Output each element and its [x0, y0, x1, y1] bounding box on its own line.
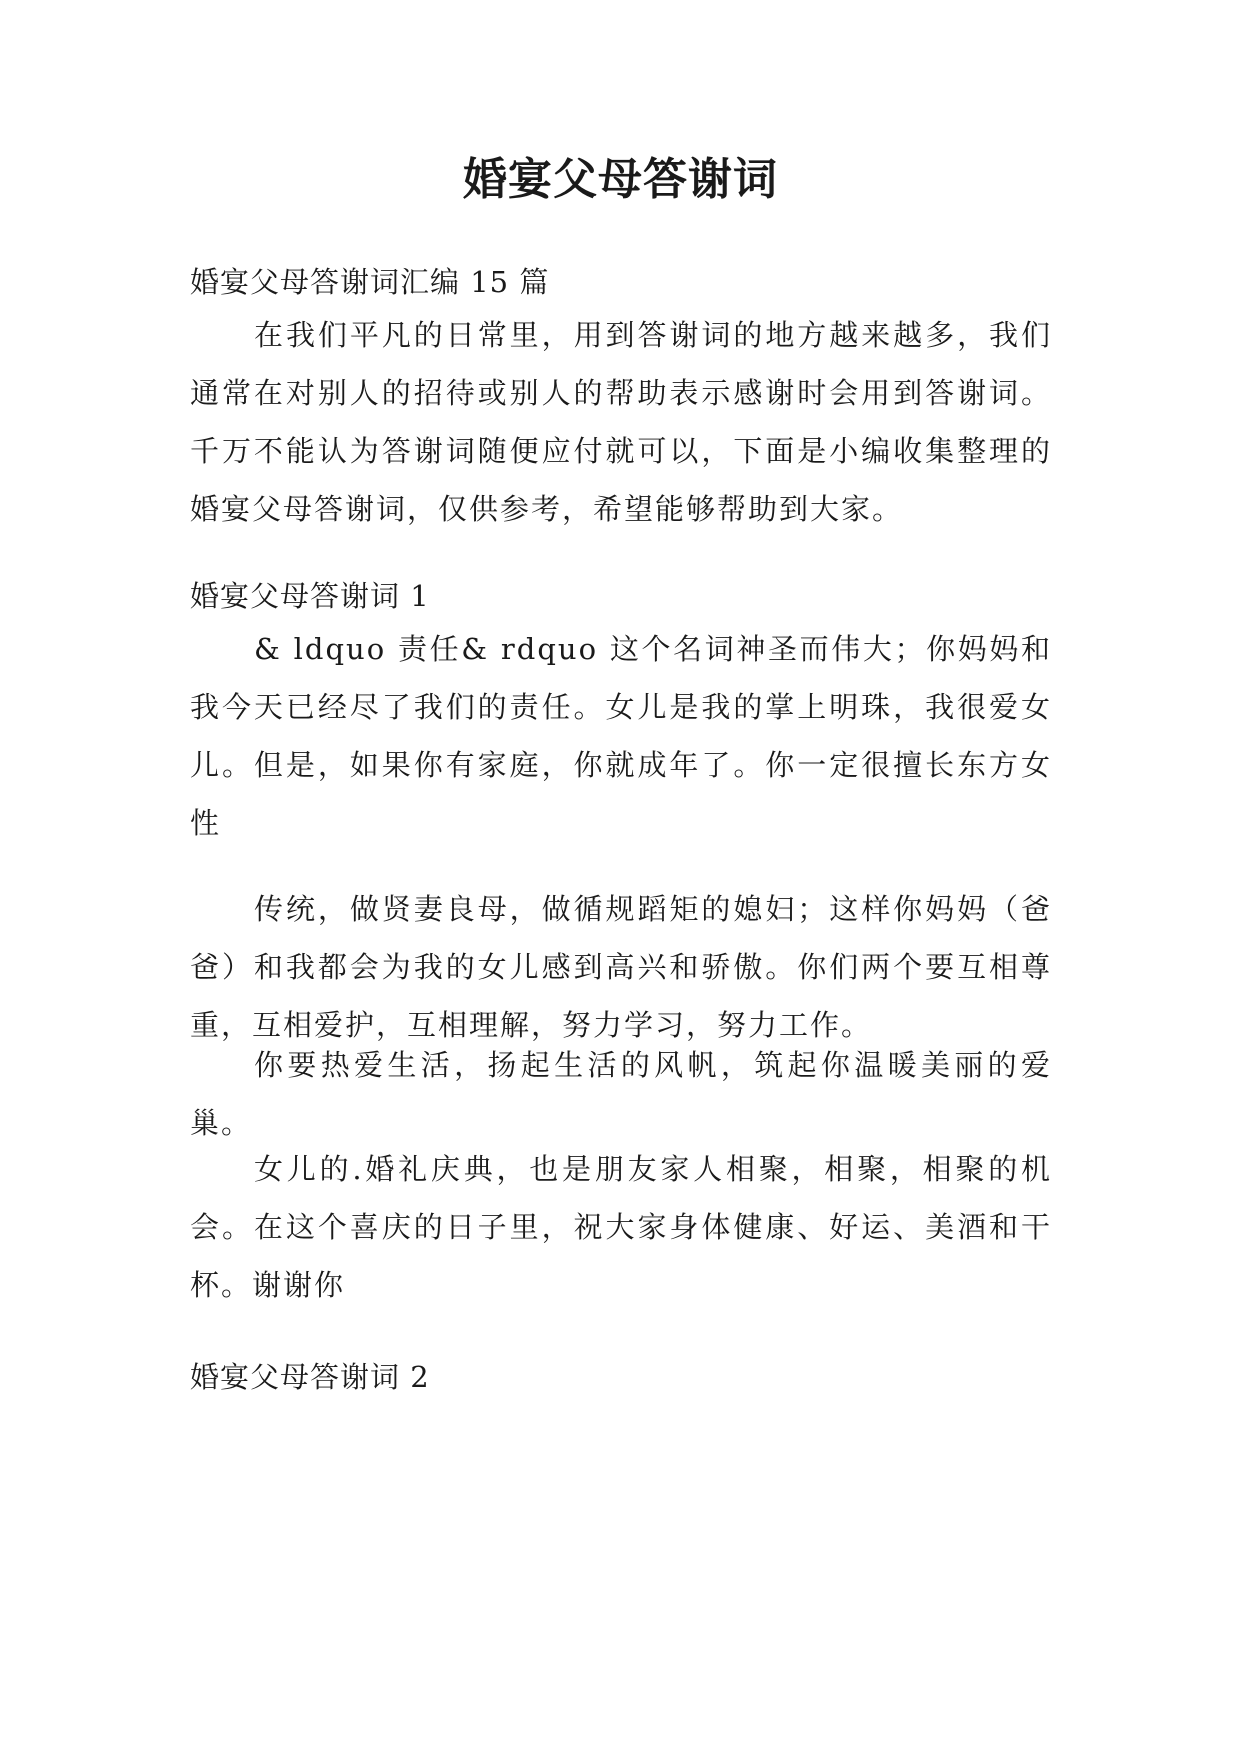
section-1-paragraph-4: 女儿的.婚礼庆典，也是朋友家人相聚，相聚，相聚的机会。在这个喜庆的日子里，祝大家身体健康、好运、美酒和干杯。谢谢你 [190, 1152, 1052, 1302]
document-subtitle: 婚宴父母答谢词汇编 15 篇 [190, 265, 550, 299]
section-1-paragraph-3: 你要热爱生活，扬起生活的风帆，筑起你温暖美丽的爱巢。 [190, 1048, 1052, 1140]
section-1-paragraph-2: 传统，做贤妻良母，做循规蹈矩的媳妇；这样你妈妈（爸爸）和我都会为我的女儿感到高兴和骄傲。你们两个要互相尊重，互相爱护，互相理解，努力学习，努力工作。 [190, 892, 1052, 1042]
intro-paragraph: 在我们平凡的日常里，用到答谢词的地方越来越多，我们通常在对别人的招待或别人的帮助表示感谢时会用到答谢词。千万不能认为答谢词随便应付就可以，下面是小编收集整理的婚宴父母答谢词，仅供参考，希望能够帮助到大家。 [190, 318, 1052, 526]
section-1-paragraph-1: & ldquo 责任& rdquo 这个名词神圣而伟大；你妈妈和我今天已经尽了我们的责任。女儿是我的掌上明珠，我很爱女儿。但是，如果你有家庭，你就成年了。你一定很擅长东方女性 [190, 632, 1052, 840]
section-1-heading: 婚宴父母答谢词 1 [190, 579, 430, 613]
document-title: 婚宴父母答谢词 [463, 154, 778, 205]
section-2-heading: 婚宴父母答谢词 2 [190, 1360, 430, 1394]
